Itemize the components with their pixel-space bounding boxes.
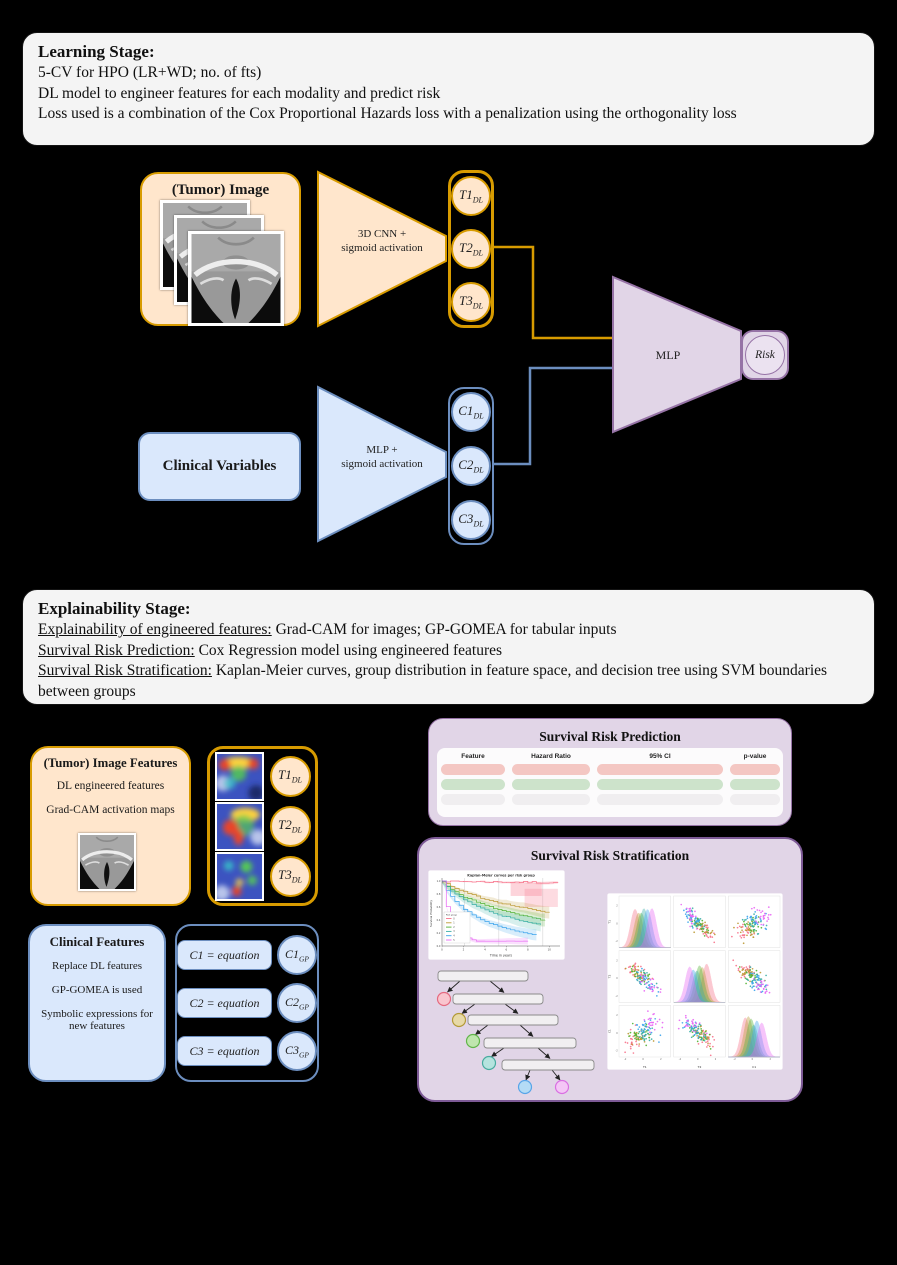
svg-text:0: 0 — [441, 948, 443, 952]
svg-text:8: 8 — [526, 948, 529, 952]
risk-node — [741, 330, 789, 380]
image-branch-connector — [493, 247, 612, 338]
gradcam-t3-label: T3 — [277, 867, 292, 883]
svg-text:2: 2 — [714, 1058, 717, 1061]
table-cell-pill — [441, 779, 505, 790]
svg-text:4: 4 — [453, 934, 455, 938]
tumor-image-box-title: (Tumor) Image — [171, 182, 270, 198]
tumor-image-features-title: (Tumor) Image Features — [43, 756, 178, 770]
table-header-1: Hazard Ratio — [531, 753, 571, 760]
table-cell-pill — [597, 779, 723, 790]
gradcam-row-2 — [215, 802, 311, 851]
tree-node-box-4 — [484, 1038, 576, 1048]
cnn-trapezoid-label — [318, 227, 446, 256]
table-row-2 — [441, 794, 783, 805]
learning-stage-info-box — [22, 32, 875, 146]
svg-text:T2: T2 — [607, 974, 612, 979]
node-c3dl-label: C3 — [458, 511, 474, 527]
clinical-features-line-2: GP-GOMEA is used — [51, 984, 143, 996]
explainability-stage-info-box — [22, 589, 875, 705]
svg-text:-2: -2 — [678, 1058, 682, 1061]
table-cell-pill — [730, 779, 780, 790]
explainability-info-line-3: Survival Risk Stratification: Kaplan-Meier curves, group distribution in feature space, and decision tree using SVM boundaries between groups — [38, 662, 828, 700]
hazard-ratio-table — [437, 748, 783, 817]
svg-text:-2: -2 — [615, 994, 618, 998]
node-c1dl-label: C1 — [458, 403, 474, 419]
svg-text:0: 0 — [453, 917, 455, 921]
table-cell-pill — [730, 764, 780, 775]
risk-node-circle — [745, 335, 785, 375]
gradcam-node-t3dl: $T3_{DL}$ — [270, 856, 311, 897]
svg-text:0.4: 0.4 — [436, 918, 441, 922]
clinical-features-line-3: Symbolic expressions for new features — [41, 1008, 153, 1032]
kaplan-meier-plot — [428, 870, 565, 960]
node-t2dl: $T2_{DL}$ — [451, 229, 491, 269]
svg-text:C1: C1 — [752, 1065, 757, 1069]
node-c3dl: $C3_{DL}$ — [451, 500, 491, 540]
svg-text:4: 4 — [484, 948, 486, 952]
table-cell-pill — [597, 794, 723, 805]
c3gp-label: C3 — [285, 1042, 300, 1057]
mlp-label-line2: sigmoid activation — [341, 458, 423, 471]
equation-pill-c2: C2 = equation — [177, 988, 272, 1018]
svg-text:Risk group: Risk group — [446, 914, 458, 917]
svg-text:0.6: 0.6 — [436, 905, 441, 909]
node-t1dl: $T1_{DL}$ — [451, 176, 491, 216]
svg-text:T1: T1 — [607, 919, 612, 924]
svg-text:2: 2 — [660, 1058, 662, 1061]
tree-node-box-3 — [468, 1015, 558, 1025]
svg-text:2: 2 — [616, 1013, 618, 1017]
tree-node-box-2 — [453, 994, 543, 1004]
node-t3dl: $T3_{DL}$ — [451, 282, 491, 322]
risk-node-label: Risk — [755, 349, 775, 361]
node-c2dl: $C2_{DL}$ — [451, 446, 491, 486]
clinical-variables-box — [138, 432, 301, 501]
learning-stage-title: Learning Stage: — [38, 42, 155, 61]
cnn-label-line2: sigmoid activation — [341, 242, 423, 255]
table-cell-pill — [512, 794, 590, 805]
table-body — [441, 764, 783, 805]
svg-text:0: 0 — [616, 977, 618, 981]
table-row-0 — [441, 764, 783, 775]
tumor-features-line-1: DL engineered features — [56, 780, 165, 792]
svg-text:0: 0 — [616, 922, 618, 926]
gradcam-node-t1dl: $T1_{DL}$ — [270, 756, 311, 797]
svg-text:2: 2 — [769, 1058, 771, 1061]
table-cell-pill — [441, 764, 505, 775]
stratification-panel-title: Survival Risk Stratification — [530, 848, 690, 863]
svg-text:-2: -2 — [733, 1058, 736, 1061]
explainability-info-line-1: Explainability of engineered features: Grad-CAM for images; GP-GOMEA for tabular inputs — [38, 621, 617, 639]
svg-text:0.8: 0.8 — [436, 892, 441, 896]
svg-text:Kaplan-Meier curves per risk g: Kaplan-Meier curves per risk group — [467, 873, 535, 878]
svg-text:Survival Probability: Survival Probability — [429, 900, 433, 927]
equation-pill-c1: C1 = equation — [177, 940, 272, 970]
c1gp-label: C1 — [285, 946, 300, 961]
ct-image-stack — [160, 200, 295, 326]
node-t3dl-label: T3 — [458, 293, 473, 309]
c-nodes-container — [448, 387, 494, 545]
gp-row-2 — [177, 983, 317, 1023]
gradcam-maps-container — [207, 746, 318, 906]
feature-space-pairplot — [607, 893, 783, 1070]
svg-text:0.2: 0.2 — [436, 931, 441, 935]
decision-tree — [430, 966, 620, 1102]
svg-text:2: 2 — [616, 959, 618, 963]
svg-text:10: 10 — [547, 948, 551, 952]
tumor-features-line-2: Grad-CAM activation maps — [46, 804, 175, 816]
node-t1dl-label: T1 — [458, 187, 473, 203]
clinical-features-title: Clinical Features — [49, 934, 145, 949]
clinical-branch-connector — [493, 368, 612, 464]
clinical-features-line-1: Replace DL features — [52, 960, 142, 972]
learning-info-line-2: DL model to engineer features for each modality and predict risk — [38, 84, 441, 102]
svg-text:2: 2 — [462, 948, 465, 952]
svg-text:2: 2 — [453, 925, 455, 929]
tree-leaf-group0 — [438, 993, 451, 1006]
c2gp-label: C2 — [285, 994, 300, 1009]
gradcam-t2-label: T2 — [277, 817, 292, 833]
svg-text:C1: C1 — [607, 1029, 612, 1034]
svg-text:6: 6 — [505, 948, 508, 952]
mlp-label-line1: MLP + — [366, 444, 398, 456]
tree-leaf-group5 — [556, 1081, 569, 1094]
svg-text:T2: T2 — [697, 1065, 702, 1069]
gp-row-1 — [177, 935, 317, 975]
svg-text:-2: -2 — [624, 1058, 627, 1061]
svg-text:-2: -2 — [615, 1049, 618, 1053]
learning-info-line-1: 5-CV for HPO (LR+WD; no. of fts) — [38, 64, 262, 82]
svg-text:0: 0 — [642, 1058, 644, 1061]
gradcam-t1-label: T1 — [277, 767, 292, 783]
equation-pill-c3: C3 = equation — [177, 1036, 272, 1066]
explainability-stage-title: Explainability Stage: — [38, 599, 191, 618]
tree-leaf-group1 — [453, 1014, 466, 1027]
table-cell-pill — [512, 779, 590, 790]
svg-text:0.0: 0.0 — [436, 944, 441, 948]
gradcam-heatmap-t3 — [215, 852, 264, 901]
learning-info-line-3: Loss used is a combination of the Cox Proportional Hazards loss with a penalization using the orthogonality loss — [38, 105, 737, 123]
table-cell-pill — [730, 794, 780, 805]
svg-text:-2: -2 — [615, 940, 618, 944]
table-row-1 — [441, 779, 783, 790]
tree-leaf-group3 — [483, 1057, 496, 1070]
svg-text:T1: T1 — [642, 1065, 647, 1069]
gradcam-heatmap-t2 — [215, 802, 264, 851]
tree-leaf-group2 — [467, 1035, 480, 1048]
svg-text:Time in years: Time in years — [489, 953, 513, 958]
svg-text:0: 0 — [616, 1031, 618, 1035]
node-t2dl-label: T2 — [458, 240, 473, 256]
table-header-row — [441, 753, 783, 760]
svg-text:1: 1 — [453, 921, 455, 925]
table-cell-pill — [441, 794, 505, 805]
svg-text:2: 2 — [616, 904, 618, 908]
gradcam-node-t2dl: $T2_{DL}$ — [270, 806, 311, 847]
table-header-3: p-value — [743, 753, 767, 760]
gradcam-row-3 — [215, 852, 311, 901]
cnn-label-line1: 3D CNN + — [357, 228, 407, 240]
gradcam-row-1 — [215, 752, 311, 801]
t-nodes-container — [448, 170, 494, 328]
node-c1dl: $C1_{DL}$ — [451, 392, 491, 432]
gradcam-heatmap-t1 — [215, 752, 264, 801]
svg-text:5: 5 — [453, 938, 455, 942]
clinical-variables-title: Clinical Variables — [162, 458, 277, 474]
tree-leaf-group4 — [519, 1081, 532, 1094]
clinical-features-box — [28, 924, 166, 1082]
node-c3gp: $C3_{GP}$ — [277, 1031, 317, 1071]
svg-text:0: 0 — [751, 1058, 754, 1061]
explainability-info-line-2: Survival Risk Prediction: Cox Regression model using engineered features — [38, 641, 503, 659]
table-header-2: 95% CI — [649, 753, 671, 760]
gp-row-3 — [177, 1031, 317, 1071]
tree-node-box-1 — [438, 971, 528, 981]
svg-text:0: 0 — [696, 1058, 699, 1061]
table-header-0: Feature — [461, 753, 485, 760]
tree-node-box-5 — [502, 1060, 594, 1070]
node-c2dl-label: C2 — [458, 457, 474, 473]
fusion-mlp-label: MLP — [655, 348, 681, 362]
node-c1gp: $C1_{GP}$ — [277, 935, 317, 975]
mlp-trapezoid-label — [318, 443, 446, 472]
ct-image-front — [188, 231, 284, 326]
table-cell-pill — [512, 764, 590, 775]
gradcam-ct-thumbnail — [78, 833, 136, 891]
svg-text:1.0: 1.0 — [436, 879, 441, 883]
prediction-panel-title: Survival Risk Prediction — [539, 729, 681, 744]
node-c2gp: $C2_{GP}$ — [277, 983, 317, 1023]
gp-equations-container — [175, 924, 319, 1082]
table-cell-pill — [597, 764, 723, 775]
svg-text:3: 3 — [453, 930, 455, 934]
